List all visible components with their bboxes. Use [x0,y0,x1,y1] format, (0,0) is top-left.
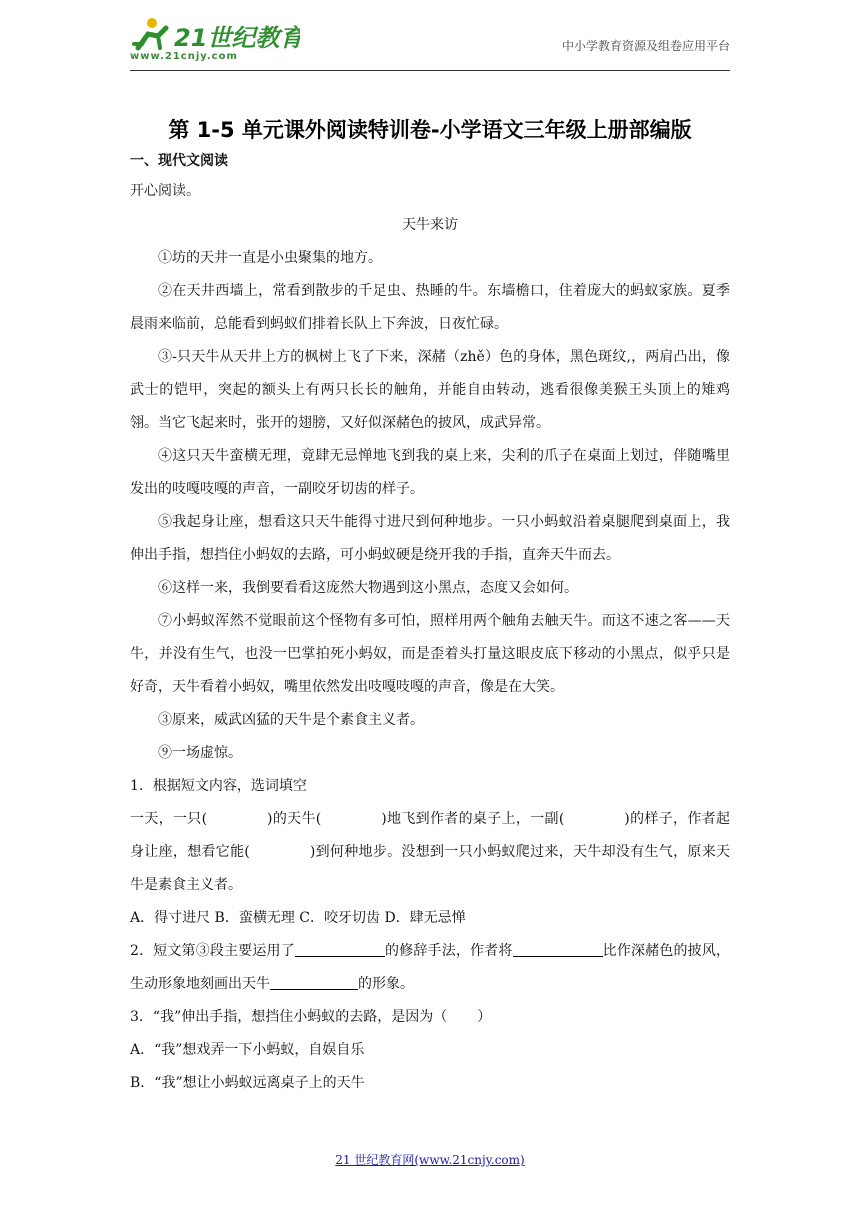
passage-body [130,242,730,1100]
logo [130,14,300,62]
answer-blank[interactable] [513,942,603,957]
question-3-stem: 3．“我”伸出手指，想挡住小蚂蚁的去路，是因为（ ） [130,1009,492,1025]
paragraph-6: ⑥这样一来，我倒要看看这庞然大物遇到这小黑点，态度又会如何。 [158,580,578,596]
paragraph-4: ④这只天牛蛮横无理，竟肆无忌惮地飞到我的桌上来，尖利的爪子在桌面上划过，伴随嘴里发出的吱嘎吱嘎的声音，一副咬牙切齿的样子。 [130,448,730,497]
footer-link[interactable]: 21 世纪教育网(www.21cnjy.com) [335,1153,525,1167]
question-1-options: A．得寸进尺 B．蛮横无理 C．咬牙切齿 D．肆无忌惮 [130,910,466,926]
paragraph-5: ⑤我起身让座，想看这只天牛能得寸进尺到何种地步。一只小蚂蚁沿着桌腿爬到桌面上，我伸出手指，想挡住小蚂奴的去路，可小蚂蚁硬是绕开我的手指，直奔天牛而去。 [130,514,730,563]
logo-text: 21世纪教育 [174,24,300,52]
logo-url: www.21cnjy.com [130,51,238,62]
paragraph-1: ①坊的天井一直是小虫聚集的地方。 [158,250,382,266]
paragraph-8: ③原来，威武凶猛的天牛是个素食主义者。 [158,712,424,728]
platform-name: 中小学教育资源及组卷应用平台 [561,39,730,53]
page-title: 第 1-5 单元课外阅读特训卷-小学语文三年级上册部编版 [168,118,692,142]
paragraph-7: ⑦小蚂蚁浑然不觉眼前这个怪物有多可怕，照样用两个触角去触天牛。而这不速之客——天牛，并没有生气，也没一巴掌拍死小蚂奴，而是歪着头打量这眼皮底下移动的小黑点，似乎只是好奇，天牛看着小蚂奴，嘴里依然发出吱嘎吱嘎的声音，像是在大笑。 [130,613,730,695]
answer-blank[interactable] [270,975,358,990]
question-1-sentence: 一天，一只( )的天牛( )地飞到作者的桌子上，一副( )的样子，作者起身让座，想看它能( )到何种地步。没想到一只小蚂蚁爬过来，天牛却没有生气，原来天牛是素食主义者。 [130,811,731,893]
passage-title: 天牛来访 [402,217,458,233]
page-header [130,12,730,71]
instruction-text: 开心阅读。 [130,183,200,199]
question-3-option-a: A．“我”想戏弄一下小蚂蚁，自娱自乐 [130,1042,365,1058]
page-footer [0,1151,860,1168]
question-1-stem: 1．根据短文内容，选词填空 [130,778,307,794]
section-heading: 一、现代文阅读 [130,153,228,169]
paragraph-3: ③-只天牛从天井上方的枫树上飞了下来，深赭（zhě）色的身体，黑色斑纹,，两肩凸出，像武士的铠甲，突起的额头上有两只长长的触角，并能自由转动，逃看很像美猴王头顶上的雉鸡翎。当它飞起来时，张开的翅膀，又好似深赭色的披风，成武异常。 [130,349,730,431]
question-2: 2．短文第③段主要运用了 的修辞手法，作者将 比作深赭色的披风，生动形象地刻画出天牛 的形象。 [130,943,730,992]
question-3-option-b: B．“我”想让小蚂蚁远离桌子上的天牛 [130,1075,365,1091]
paragraph-2: ②在天井西墙上，常看到散步的千足虫、热睡的牛。东墙檐口，住着庞大的蚂蚁家族。夏季晨雨来临前，总能看到蚂蚁们排着长队上下奔波，日夜忙碌。 [130,283,730,332]
paragraph-9: ⑨一场虚惊。 [158,745,242,761]
answer-blank[interactable] [295,942,385,957]
